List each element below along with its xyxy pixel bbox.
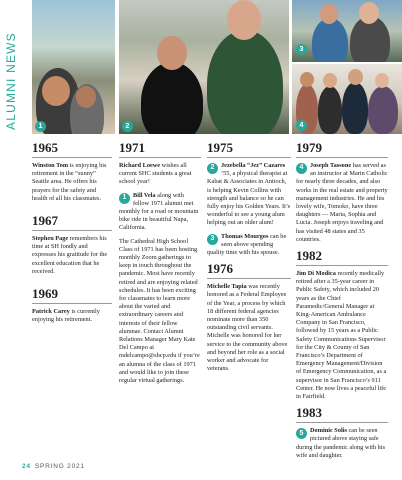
news-text: remembers his time at SH fondly and expresses his gratitude for the excellent education that he received.: [32, 235, 108, 275]
news-text: The Cathedral High School Class of 1971 has been hosting monthly Zoom gatherings to keep in touch throughout the pandemic. Most have recently retired and are enjoying related schedules. It has been exciting for classmates to learn more about the varied and extraordinary careers and interests of their fellow alumnae. Contact Alumni Relations Manager Mary Kate Del Campo at mdelcampo@shcp.edu if you’re an alumna of the class of 1971 and would like to join these regular virtual gatherings.: [119, 237, 200, 385]
alumnus-name: Joseph Tassone: [310, 162, 352, 169]
alumnus-name: Stephen Page: [32, 235, 69, 243]
news-entry: [207, 233, 291, 258]
year-heading: 1976: [207, 262, 291, 279]
page-footer: [22, 463, 85, 470]
alumnus-name: Thomas Mourgos: [221, 232, 269, 240]
news-text: along with fellow 1971 alumni met monthly for a road or mountain bike ride in beautiful Napa, California.: [119, 191, 199, 232]
photo-ref-badge: 3: [207, 234, 218, 245]
year-heading: 1967: [32, 214, 112, 231]
news-entry: [119, 162, 201, 187]
news-entry: [207, 162, 291, 228]
column-1: [32, 141, 112, 329]
photo-badge-1: 1: [35, 121, 46, 132]
alumnus-name: Richard Loewe: [119, 162, 161, 169]
year-heading: 1971: [119, 141, 201, 158]
news-text: recently medically retired after a 35-year career in Public Safety, which included 20 years as the Chief Paramedic/General Manager at King-American Ambulance Company in San Francisco, followed by 15 years as a Public Safety Communications Supervisor for the City & County of San Francisco’s Department of Emergency Management/Division of Emergency Communication, as a supervisor in San Francisco’s 911 Center. He now lives a peaceful life in Fairfield.: [296, 270, 387, 401]
photo-ref-badge: 2: [207, 163, 218, 174]
page-number: 24: [22, 463, 31, 470]
alumni-photo-4: [292, 64, 402, 134]
alumnus-name: Dominic Solis: [310, 427, 347, 435]
year-heading: 1975: [207, 141, 291, 158]
news-entry: [32, 308, 112, 324]
column-4: [296, 141, 388, 465]
news-entry: [32, 162, 112, 203]
news-text: is enjoying his retirement in the “sunny” Seattle area. He offers his prayers for the safety and health of all his classmates.: [32, 162, 107, 202]
column-3: [207, 141, 291, 378]
news-entry: [32, 235, 112, 276]
news-entry: [119, 238, 201, 386]
year-heading: 1969: [32, 287, 112, 304]
alumni-photo-1: [32, 0, 115, 134]
alumnus-name: Jezebella “Jez” Cazares: [221, 162, 286, 169]
news-text: is currently enjoying his retirement.: [32, 308, 100, 324]
photo-ref-badge: 1: [119, 193, 130, 204]
news-entry: [296, 427, 388, 460]
year-heading: 1965: [32, 141, 112, 158]
photo-ref-badge: 4: [296, 163, 307, 174]
news-entry: [207, 283, 291, 373]
news-text: wishes all current SHC students a great school year!: [119, 162, 192, 186]
year-heading: 1982: [296, 249, 388, 266]
issue-label: SPRING 2021: [34, 463, 85, 470]
year-heading: 1979: [296, 141, 388, 158]
alumnus-name: Bill Vela: [133, 191, 156, 199]
news-entry: [296, 270, 388, 401]
alumnus-name: Winston Tom: [32, 162, 69, 169]
news-entry: [119, 192, 201, 233]
alumnus-name: Michelle Tapia: [207, 283, 247, 291]
news-text: can be seen above spending quality time with his spouse.: [207, 232, 287, 257]
news-text: was recently honored as a Federal Employee of the Year, a process by which 18 different federal agencies nominate more than 350 outstanding civil servants. Michelle was honored for her service to the community above and beyond her role as a social worker and advocate for veterans.: [207, 283, 288, 373]
photo-badge-2: 2: [122, 121, 133, 132]
photo-badge-4: 4: [296, 120, 307, 131]
photo-badge-3: 3: [296, 44, 307, 55]
photo-ref-badge: 5: [296, 428, 307, 439]
news-text: ’55, a physical therapist at Kabat & Associates in Antioch, is helping Kevin Collins with strength and balance so he can fully enjoy his Golden Years. It’s wonderful to see a young alum helping out an older alum!: [207, 170, 291, 227]
alumnus-name: Patrick Carey: [32, 308, 70, 316]
alumnus-name: Jim Di Modica: [296, 270, 336, 278]
alumni-photo-2: [119, 0, 289, 134]
column-2: [119, 141, 201, 390]
news-text: has served as an instructor at Marin Catholic for nearly three decades, and also works in the real estate and property management industries. He and his lovely wife, Tomoko, have three daughters — Maria, Sophia and Lucia. Joseph enjoys traveling and has visited 48 states and 35 countries.: [296, 162, 388, 243]
news-entry: [296, 162, 388, 244]
alumni-photo-3: [292, 0, 402, 62]
news-text: can be seen pictured above staying safe during the pandemic along with his wife and daughter.: [296, 427, 386, 459]
section-title: ALUMNI NEWS: [4, 32, 18, 130]
year-heading: 1983: [296, 406, 388, 423]
